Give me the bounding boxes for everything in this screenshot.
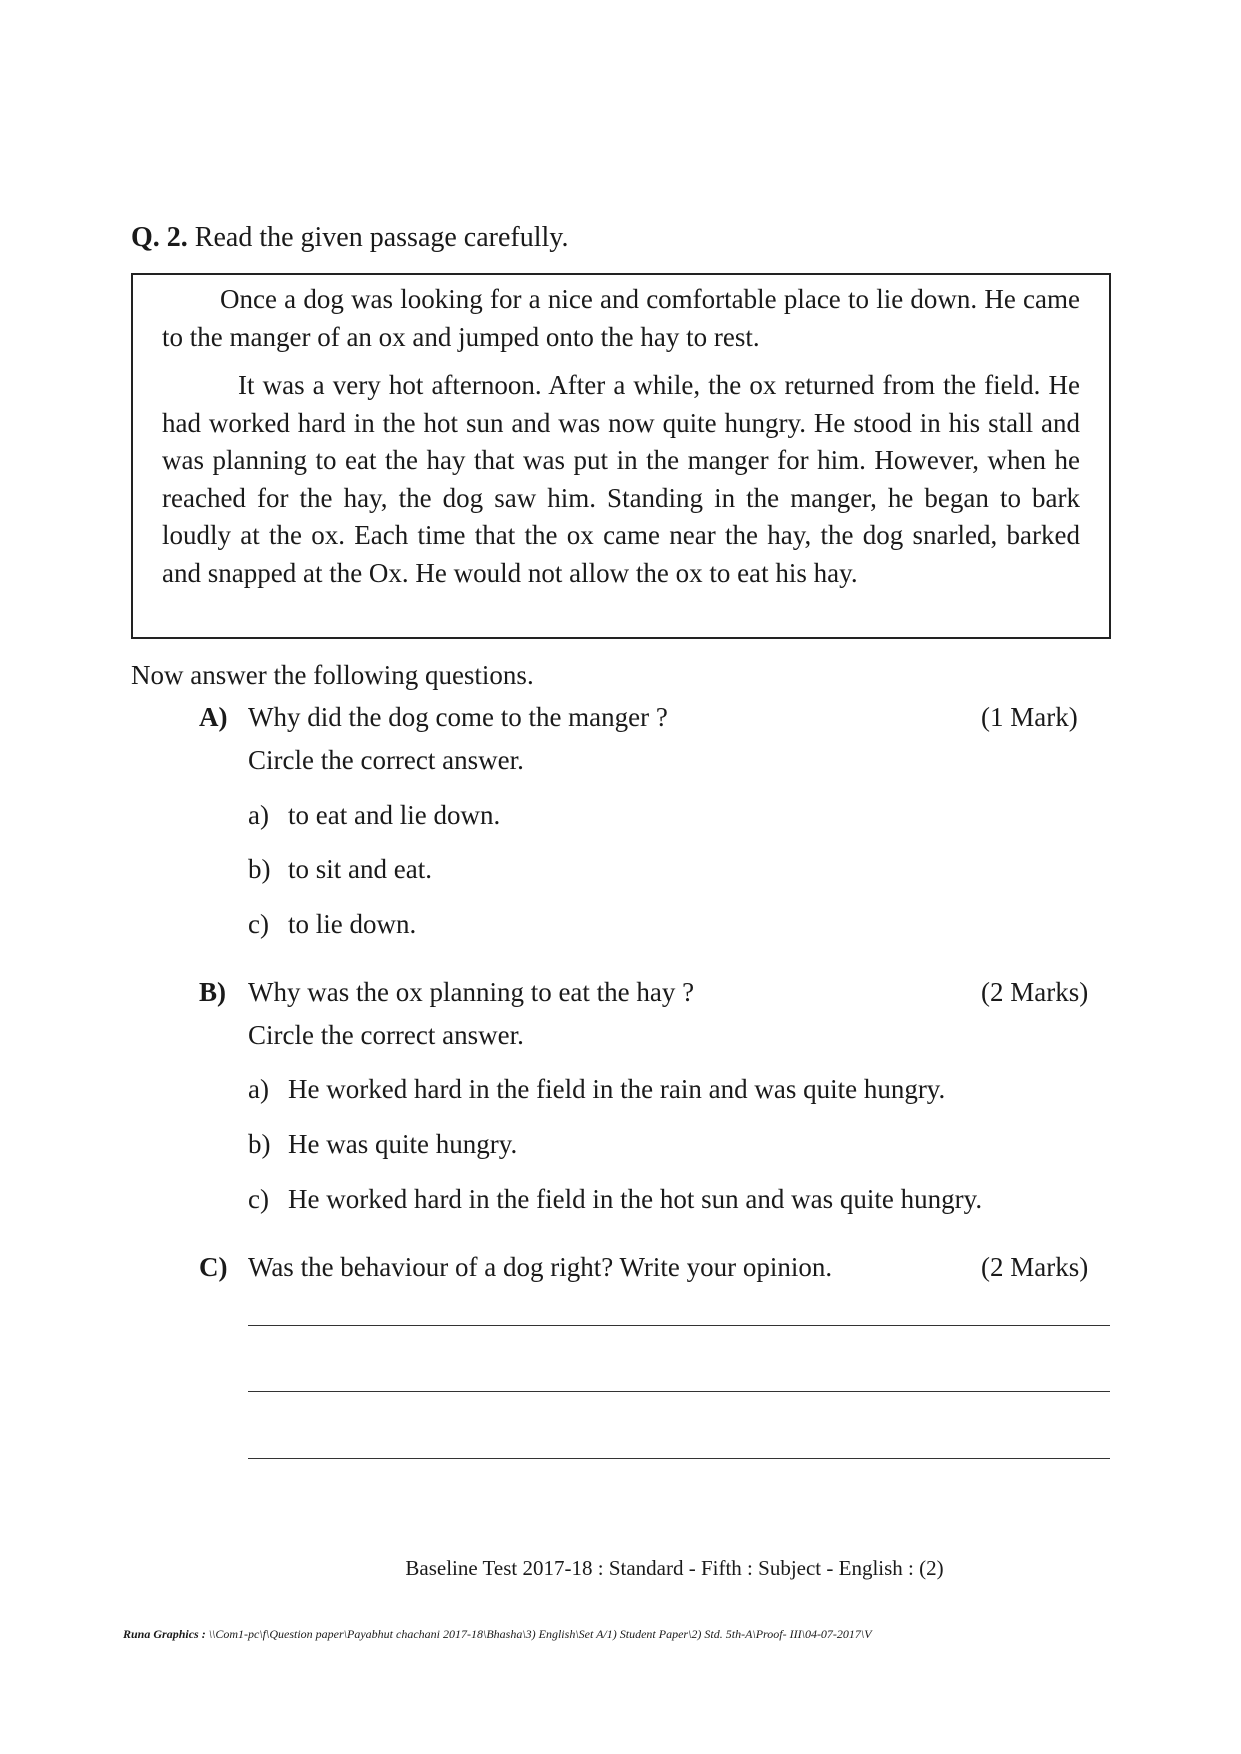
option-letter: c) (248, 909, 269, 939)
option-letter: c) (248, 1184, 269, 1214)
credit-path: \\Com1-pc\f\Question paper\Payabhut chachani 2017-18\Bhasha\3) English\Set A/1) Student Paper\2) Std. 5th-A\Proof- III\04-07-2017\V (208, 1627, 872, 1641)
option-b-b[interactable] (248, 1129, 517, 1160)
option-letter: b) (248, 1129, 271, 1159)
subquestion-a-label: A) (199, 702, 228, 732)
subquestion-b-text: Why was the ox planning to eat the hay ? (248, 977, 695, 1007)
credit-name: Runa Graphics : (123, 1627, 206, 1641)
subquestion-c-text: Was the behaviour of a dog right? Write your opinion. (248, 1252, 833, 1282)
answer-line-2[interactable] (248, 1391, 1110, 1392)
option-a-c[interactable] (248, 909, 416, 940)
passage-paragraph-2: It was a very hot afternoon. After a while, the ox returned from the field. He had worked hard in the hot sun and was now quite hungry. He stood in his stall and was planning to eat the hay that was put in the manger for him. However, when he reached for the hay, the dog saw him. Standing in the manger, he began to bark loudly at the ox. Each time that the ox came near the hay, the dog snarled, barked and snapped at the Ox. He would not allow the ox to eat his hay. (162, 370, 1080, 588)
printer-credit (123, 1627, 872, 1642)
answer-line-3[interactable] (248, 1458, 1110, 1459)
page-footer: Baseline Test 2017-18 : Standard - Fifth : Subject - English : (2) (405, 1556, 944, 1580)
option-text: to sit and eat. (288, 854, 432, 884)
question-heading (131, 222, 568, 254)
subquestion-a-marks: (1 Mark) (981, 702, 1078, 732)
option-text: He worked hard in the field in the hot sun and was quite hungry. (288, 1184, 983, 1214)
option-text: He worked hard in the field in the rain and was quite hungry. (288, 1074, 946, 1104)
option-text: He was quite hungry. (288, 1129, 518, 1159)
option-text: to lie down. (288, 909, 417, 939)
subquestion-b-label: B) (199, 977, 226, 1007)
option-letter: b) (248, 854, 271, 884)
subquestion-c-label: C) (199, 1252, 228, 1282)
question-number: Q. 2. (131, 222, 188, 253)
option-b-a[interactable] (248, 1074, 945, 1105)
option-text: to eat and lie down. (288, 800, 501, 830)
answer-prompt: Now answer the following questions. (131, 660, 534, 690)
option-a-b[interactable] (248, 854, 432, 885)
subquestion-c-marks: (2 Marks) (981, 1252, 1089, 1282)
answer-line-1[interactable] (248, 1325, 1110, 1326)
question-instruction: Read the given passage carefully. (194, 222, 569, 253)
option-a-a[interactable] (248, 800, 500, 831)
passage-box (131, 273, 1111, 639)
passage-paragraph-1: Once a dog was looking for a nice and comfortable place to lie down. He came to the manger of an ox and jumped onto the hay to rest. (162, 284, 1080, 352)
option-letter: a) (248, 800, 269, 830)
subquestion-a-instruction: Circle the correct answer. (248, 745, 524, 775)
subquestion-b-instruction: Circle the correct answer. (248, 1020, 524, 1050)
option-letter: a) (248, 1074, 269, 1104)
subquestion-a-text: Why did the dog come to the manger ? (248, 702, 668, 732)
subquestion-b-marks: (2 Marks) (981, 977, 1089, 1007)
option-b-c[interactable] (248, 1184, 982, 1215)
